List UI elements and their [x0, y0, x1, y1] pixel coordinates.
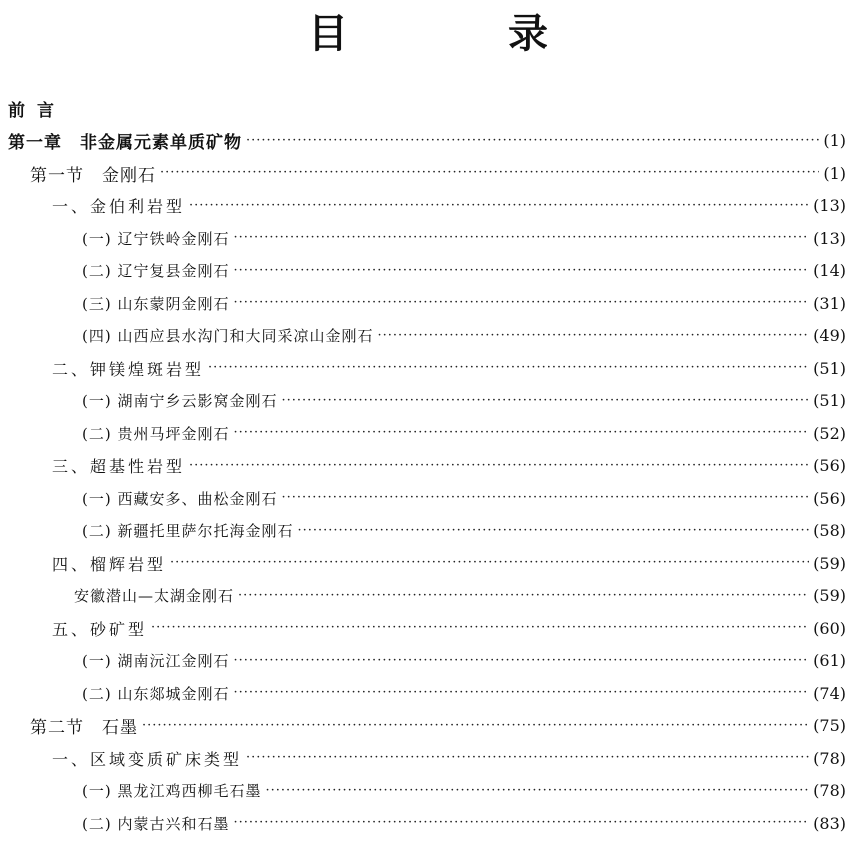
- page-title: 目 录: [308, 10, 608, 57]
- toc-entry[interactable]: [0, 710, 856, 743]
- toc-entry[interactable]: [0, 92, 856, 125]
- toc-entry-label: (二) 新疆托里萨尔托海金刚石: [82, 522, 294, 541]
- toc-entry-label: 一、区域变质矿床类型: [52, 749, 243, 769]
- toc-page-number: (56): [813, 456, 846, 476]
- toc-dot-leader: [233, 426, 809, 440]
- toc-dot-leader: [160, 166, 819, 180]
- toc-entry-label: (一) 辽宁铁岭金刚石: [82, 229, 230, 248]
- toc-entry[interactable]: [0, 547, 856, 580]
- toc-entry-label: (二) 贵州马坪金刚石: [82, 424, 230, 443]
- toc-page-number: (49): [813, 326, 846, 346]
- toc-entry-label: (四) 山西应县水沟门和大同采凉山金刚石: [82, 327, 374, 346]
- toc-entry[interactable]: [0, 255, 856, 288]
- toc-page-number: (59): [813, 586, 846, 606]
- toc-dot-leader: [233, 264, 809, 278]
- toc-entry-label: 五、砂矿型: [52, 619, 148, 639]
- toc-page-number: (78): [813, 748, 846, 768]
- toc-entry-label: (二) 内蒙古兴和石墨: [82, 814, 230, 833]
- toc-page-number: (1): [823, 163, 846, 183]
- toc-page-number: (56): [813, 488, 846, 508]
- table-of-contents: [0, 92, 856, 840]
- toc-entry[interactable]: [0, 287, 856, 320]
- toc-entry[interactable]: [0, 352, 856, 385]
- toc-page-number: (75): [813, 716, 846, 736]
- toc-page-number: (1): [823, 131, 846, 151]
- toc-entry[interactable]: [0, 385, 856, 418]
- toc-dot-leader: [233, 816, 809, 830]
- toc-dot-leader: [170, 556, 809, 570]
- toc-entry[interactable]: [0, 320, 856, 353]
- toc-entry-label: 安徽潜山—太湖金刚石: [74, 587, 235, 606]
- toc-entry-label: 第二节 石墨: [30, 718, 138, 739]
- toc-entry-label: (一) 西藏安多、曲松金刚石: [82, 489, 278, 508]
- toc-entry-label: 前言: [8, 100, 66, 121]
- toc-page-number: (74): [813, 683, 846, 703]
- toc-entry-label: (一) 湖南沅江金刚石: [82, 652, 230, 671]
- toc-entry[interactable]: [0, 515, 856, 548]
- toc-entry[interactable]: [0, 807, 856, 840]
- toc-entry-label: 四、榴辉岩型: [52, 554, 167, 574]
- toc-entry-label: (二) 辽宁复县金刚石: [82, 262, 230, 281]
- toc-dot-leader: [281, 491, 809, 505]
- toc-entry[interactable]: [0, 125, 856, 158]
- toc-entry[interactable]: [0, 677, 856, 710]
- toc-entry[interactable]: [0, 645, 856, 678]
- toc-dot-leader: [233, 296, 809, 310]
- toc-dot-leader: [233, 654, 809, 668]
- toc-page-number: (60): [813, 618, 846, 638]
- toc-dot-leader: [265, 784, 809, 798]
- toc-dot-leader: [233, 231, 809, 245]
- toc-dot-leader: [142, 719, 809, 733]
- toc-page-number: (51): [813, 358, 846, 378]
- toc-dot-leader: [189, 459, 809, 473]
- toc-entry-label: 二、钾镁煌斑岩型: [52, 359, 205, 379]
- toc-entry[interactable]: [0, 417, 856, 450]
- toc-page-number: (13): [813, 196, 846, 216]
- toc-dot-leader: [189, 199, 809, 213]
- toc-dot-leader: [281, 394, 809, 408]
- toc-entry-label: (三) 山东蒙阴金刚石: [82, 294, 230, 313]
- toc-entry[interactable]: [0, 612, 856, 645]
- toc-dot-leader: [208, 361, 809, 375]
- toc-page-number: (61): [813, 651, 846, 671]
- toc-dot-leader: [377, 329, 809, 343]
- toc-page-number: (58): [813, 521, 846, 541]
- toc-entry-label: 第一章 非金属元素单质矿物: [8, 133, 242, 154]
- toc-entry[interactable]: [0, 580, 856, 613]
- toc-entry-label: (一) 湖南宁乡云影窝金刚石: [82, 392, 278, 411]
- toc-dot-leader: [246, 751, 809, 765]
- toc-page-number: (52): [813, 423, 846, 443]
- toc-entry-label: (二) 山东郯城金刚石: [82, 684, 230, 703]
- toc-page-number: (59): [813, 553, 846, 573]
- toc-entry[interactable]: [0, 482, 856, 515]
- toc-page-number: (83): [813, 813, 846, 833]
- toc-dot-leader: [151, 621, 809, 635]
- toc-entry[interactable]: [0, 742, 856, 775]
- toc-entry[interactable]: [0, 190, 856, 223]
- toc-entry[interactable]: [0, 222, 856, 255]
- toc-page-number: (78): [813, 781, 846, 801]
- toc-entry-label: 第一节 金刚石: [30, 165, 156, 186]
- toc-entry[interactable]: [0, 450, 856, 483]
- toc-entry[interactable]: [0, 775, 856, 808]
- toc-entry-label: 一、金伯利岩型: [52, 197, 186, 217]
- toc-dot-leader: [246, 134, 819, 148]
- toc-page-number: (51): [813, 391, 846, 411]
- toc-dot-leader: [297, 524, 809, 538]
- toc-entry-label: 三、超基性岩型: [52, 457, 186, 477]
- toc-entry[interactable]: [0, 157, 856, 190]
- toc-page-number: (14): [813, 261, 846, 281]
- toc-dot-leader: [233, 686, 809, 700]
- toc-page-number: (31): [813, 293, 846, 313]
- toc-dot-leader: [238, 589, 809, 603]
- toc-entry-label: (一) 黑龙江鸡西柳毛石墨: [82, 782, 262, 801]
- toc-page-number: (13): [813, 228, 846, 248]
